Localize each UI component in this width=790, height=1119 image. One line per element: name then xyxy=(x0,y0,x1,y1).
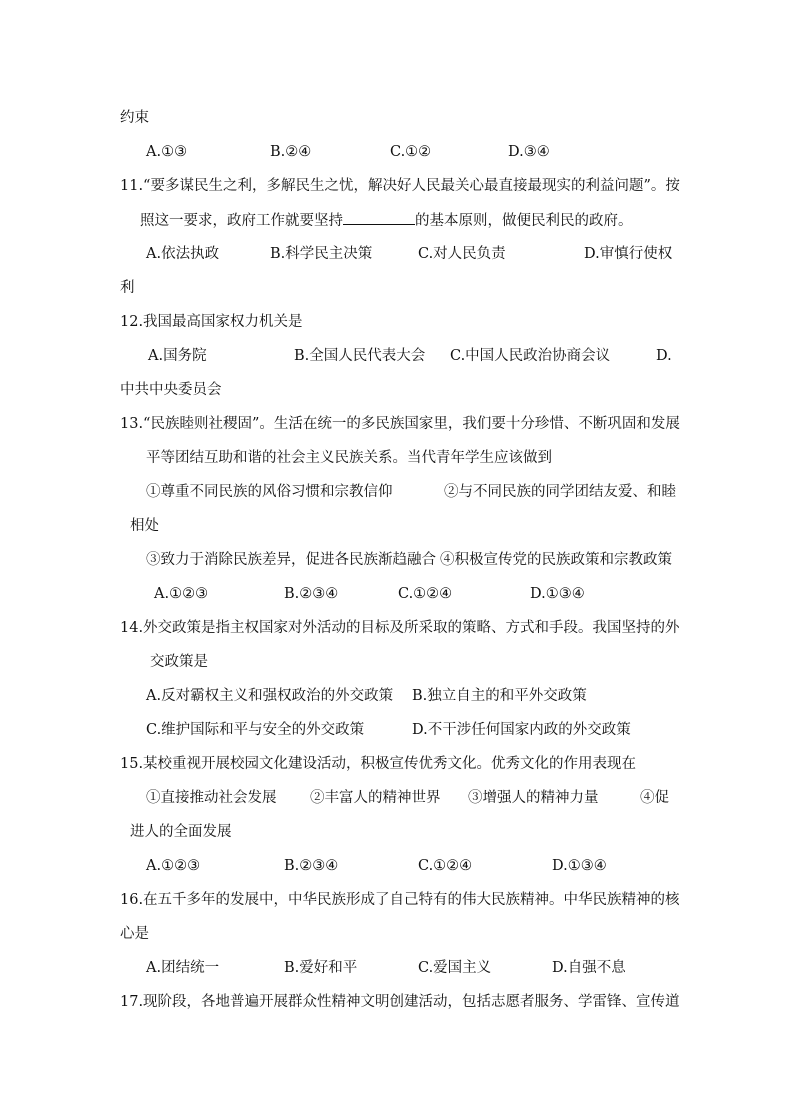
q12-stem: 12.我国最高国家权力机关是 xyxy=(120,314,303,330)
q10-option-c[interactable]: C.①② xyxy=(390,144,432,160)
q13-option-b[interactable]: B.②③④ xyxy=(284,586,339,602)
q15-item-2: ②丰富人的精神世界 xyxy=(310,790,441,806)
q11-option-a[interactable]: A.依法执政 xyxy=(146,246,220,262)
q15-option-d[interactable]: D.①③④ xyxy=(552,858,607,874)
q12-option-b[interactable]: B.全国人民代表大会 xyxy=(294,348,426,364)
q13-stem-line2: 平等团结互助和谐的社会主义民族关系。当代青年学生应该做到 xyxy=(146,450,552,466)
q15-item-4: ④促 xyxy=(640,790,669,806)
q11-answer-blank xyxy=(343,210,415,225)
q13-item-2: ②与不同民族的同学团结友爱、和睦 xyxy=(444,484,676,500)
q13-item-4: ④积极宣传党的民族政策和宗教政策 xyxy=(440,552,672,568)
q17-stem-line1: 17.现阶段，各地普遍开展群众性精神文明创建活动，包括志愿者服务、学雷锋、宣传道 xyxy=(120,994,680,1010)
q15-item-4-wrap: 进人的全面发展 xyxy=(130,824,232,840)
q14-option-b[interactable]: B.独立自主的和平外交政策 xyxy=(412,688,587,704)
q10-option-d[interactable]: D.③④ xyxy=(508,144,550,160)
q16-option-b[interactable]: B.爱好和平 xyxy=(284,960,358,976)
q12-option-d[interactable]: D. xyxy=(656,348,672,364)
q13-option-c[interactable]: C.①②④ xyxy=(398,586,453,602)
q16-option-c[interactable]: C.爱国主义 xyxy=(418,960,492,976)
q11-stem-after-blank: 的基本原则，做便民利民的政府。 xyxy=(415,213,633,229)
q15-item-3: ③增强人的精神力量 xyxy=(468,790,599,806)
q15-option-c[interactable]: C.①②④ xyxy=(418,858,473,874)
q10-option-b[interactable]: B.②④ xyxy=(270,144,312,160)
q15-item-1: ①直接推动社会发展 xyxy=(146,790,277,806)
q11-stem-line1: 11.“要多谋民生之利，多解民生之忧，解决好人民最关心最直接最现实的利益问题”。按 xyxy=(120,178,680,194)
q11-stem-before-blank: 照这一要求，政府工作就要坚持 xyxy=(140,213,343,229)
q13-item-2-wrap: 相处 xyxy=(130,518,159,534)
q11-option-c[interactable]: C.对人民负责 xyxy=(418,246,506,262)
q10-continuation: 约束 xyxy=(120,110,149,126)
q16-stem-line2: 心是 xyxy=(120,926,149,942)
q13-item-1: ①尊重不同民族的风俗习惯和宗教信仰 xyxy=(146,484,393,500)
q11-option-b[interactable]: B.科学民主决策 xyxy=(270,246,373,262)
q16-option-a[interactable]: A.团结统一 xyxy=(146,960,220,976)
q12-option-d-wrap: 中共中央委员会 xyxy=(120,382,222,398)
q11-option-d[interactable]: D.审慎行使权 xyxy=(584,246,673,262)
q13-option-a[interactable]: A.①②③ xyxy=(154,586,209,602)
q11-stem-line2 xyxy=(140,210,633,231)
q10-option-a[interactable]: A.①③ xyxy=(146,144,188,160)
q14-option-c[interactable]: C.维护国际和平与安全的外交政策 xyxy=(146,722,365,738)
q15-stem: 15.某校重视开展校园文化建设活动，积极宣传优秀文化。优秀文化的作用表现在 xyxy=(120,756,637,772)
q12-option-a[interactable]: A.国务院 xyxy=(148,348,207,364)
q14-stem-line1: 14.外交政策是指主权国家对外活动的目标及所采取的策略、方式和手段。我国坚持的外 xyxy=(120,620,680,636)
q13-option-d[interactable]: D.①③④ xyxy=(530,586,585,602)
q16-option-d[interactable]: D.自强不息 xyxy=(552,960,626,976)
q12-option-c[interactable]: C.中国人民政治协商会议 xyxy=(450,348,611,364)
q14-option-d[interactable]: D.不干涉任何国家内政的外交政策 xyxy=(412,722,631,738)
q15-option-a[interactable]: A.①②③ xyxy=(146,858,201,874)
q16-stem-line1: 16.在五千多年的发展中，中华民族形成了自己特有的伟大民族精神。中华民族精神的核 xyxy=(120,892,680,908)
q13-stem-line1: 13.“民族睦则社稷固”。生活在统一的多民族国家里，我们要十分珍惜、不断巩固和发展 xyxy=(120,416,680,432)
q14-option-a[interactable]: A.反对霸权主义和强权政治的外交政策 xyxy=(146,688,394,704)
q13-item-3: ③致力于消除民族差异，促进各民族渐趋融合 xyxy=(146,552,436,568)
q11-option-d-wrap: 利 xyxy=(120,280,135,296)
q15-option-b[interactable]: B.②③④ xyxy=(284,858,339,874)
q14-stem-line2: 交政策是 xyxy=(150,654,208,670)
